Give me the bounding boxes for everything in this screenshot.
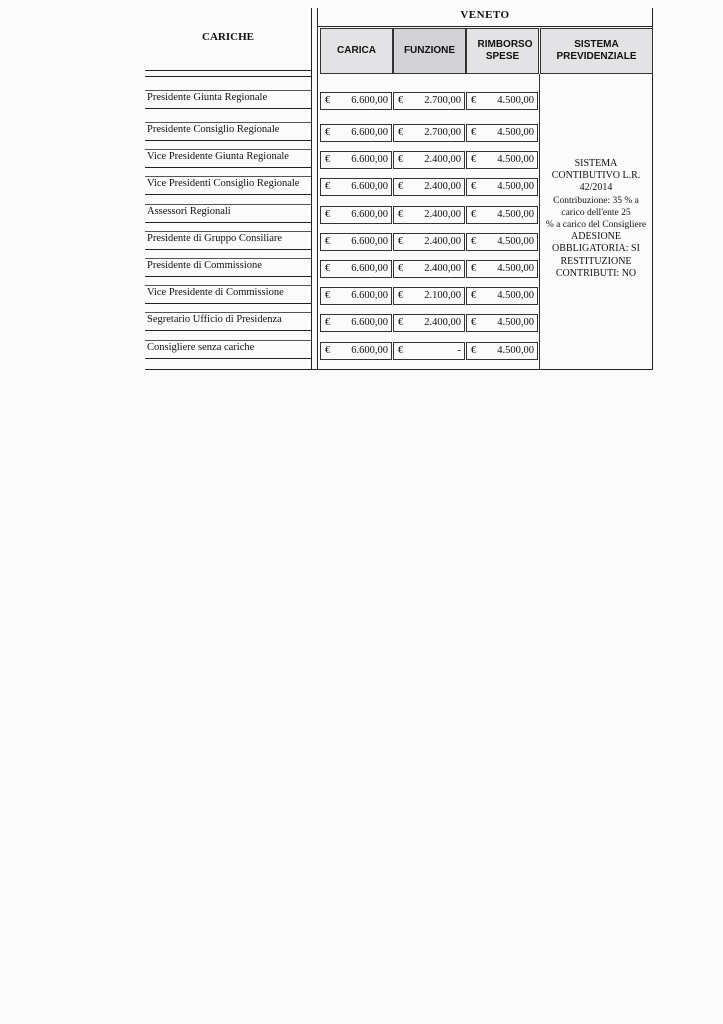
euro-sign: € — [398, 95, 404, 106]
row-label: Vice Presidente di Commissione — [147, 287, 284, 298]
amount: 2.100,00 — [424, 290, 461, 301]
row-label: Vice Presidenti Consiglio Regionale — [147, 178, 300, 189]
row-label: Presidente Consiglio Regionale — [147, 124, 280, 135]
row-label-overline — [145, 312, 311, 313]
row-label: Consigliere senza cariche — [147, 342, 255, 353]
amount: 4.500,00 — [497, 95, 534, 106]
sistema-line: OBBLIGATORIA: SI — [552, 243, 640, 255]
col-header-rimborso-label: RIMBORSO SPESE — [477, 39, 533, 62]
amount: 2.700,00 — [424, 95, 461, 106]
col-header-funzione — [393, 28, 466, 74]
row-label: Assessori Regionali — [147, 206, 231, 217]
value-cell-funzione — [393, 314, 465, 332]
amount: 6.600,00 — [351, 95, 388, 106]
euro-sign: € — [398, 345, 404, 356]
value-cell-carica — [320, 151, 392, 169]
sistema-line: % a carico del Consigliere — [545, 220, 647, 231]
value-cell-funzione — [393, 206, 465, 224]
value-cell-rimborso — [466, 314, 538, 332]
amount: 4.500,00 — [497, 154, 534, 165]
euro-sign: € — [471, 181, 477, 192]
value-cell-carica — [320, 314, 392, 332]
euro-sign: € — [325, 263, 331, 274]
euro-sign: € — [398, 127, 404, 138]
row-label-overline — [145, 122, 311, 123]
sistema-line: CONTIBUTIVO L.R. — [551, 170, 641, 182]
amount: 4.500,00 — [497, 263, 534, 274]
euro-sign: € — [325, 345, 331, 356]
euro-sign: € — [471, 345, 477, 356]
euro-sign: € — [471, 317, 477, 328]
value-cell-funzione — [393, 124, 465, 142]
amount: 6.600,00 — [351, 263, 388, 274]
amount: 4.500,00 — [497, 317, 534, 328]
value-cell-rimborso — [466, 260, 538, 278]
sistema-line: Contribuzione: 35 % a — [553, 195, 639, 206]
amount: 2.400,00 — [424, 181, 461, 192]
amount: 4.500,00 — [497, 209, 534, 220]
row-label-underline — [145, 194, 311, 195]
amount: 6.600,00 — [351, 290, 388, 301]
row-label-underline — [145, 249, 311, 250]
euro-sign: € — [471, 263, 477, 274]
row-label-overline — [145, 285, 311, 286]
row-label: Presidente Giunta Regionale — [147, 92, 268, 103]
row-label: Presidente di Gruppo Consiliare — [147, 233, 283, 244]
value-cell-rimborso — [466, 233, 538, 251]
value-cell-rimborso — [466, 124, 538, 142]
value-cell-carica — [320, 233, 392, 251]
euro-sign: € — [325, 290, 331, 301]
euro-sign: € — [398, 263, 404, 274]
value-cell-rimborso — [466, 287, 538, 305]
row-label-underline — [145, 303, 311, 304]
row-label-overline — [145, 340, 311, 341]
value-cell-carica — [320, 342, 392, 360]
row-label-underline — [145, 167, 311, 168]
euro-sign: € — [398, 290, 404, 301]
value-cell-funzione — [393, 342, 465, 360]
col-header-funzione-label: FUNZIONE — [403, 45, 456, 56]
row-label-underline — [145, 330, 311, 331]
row-label: Vice Presidente Giunta Regionale — [147, 151, 289, 162]
value-cell-rimborso — [466, 178, 538, 196]
euro-sign: € — [398, 209, 404, 220]
cariche-header-line-b — [145, 76, 311, 77]
value-cell-funzione — [393, 233, 465, 251]
value-cell-carica — [320, 206, 392, 224]
value-cell-carica — [320, 287, 392, 305]
sistema-line: CONTRIBUTI: NO — [555, 267, 637, 279]
amount: - — [457, 345, 461, 356]
euro-sign: € — [471, 95, 477, 106]
left-separator-line-a — [311, 8, 312, 370]
euro-sign: € — [325, 181, 331, 192]
amount: 2.700,00 — [424, 127, 461, 138]
col-header-sistema — [540, 28, 653, 74]
value-cell-carica — [320, 260, 392, 278]
amount: 2.400,00 — [424, 317, 461, 328]
euro-sign: € — [325, 95, 331, 106]
sistema-line: ADESIONE — [571, 231, 621, 243]
value-cell-funzione — [393, 287, 465, 305]
euro-sign: € — [471, 127, 477, 138]
amount: 2.400,00 — [424, 263, 461, 274]
sistema-line: 42/2014 — [579, 182, 613, 194]
sistema-line: RESTITUZIONE — [560, 255, 632, 267]
row-label-underline — [145, 140, 311, 141]
amount: 4.500,00 — [497, 345, 534, 356]
value-cell-carica — [320, 92, 392, 110]
row-label-underline — [145, 358, 311, 359]
table-bottom-line — [145, 369, 652, 370]
euro-sign: € — [471, 236, 477, 247]
amount: 4.500,00 — [497, 290, 534, 301]
euro-sign: € — [471, 154, 477, 165]
col-header-carica-label: CARICA — [337, 45, 376, 56]
row-label-underline — [145, 222, 311, 223]
row-label-overline — [145, 231, 311, 232]
cariche-header-line-a — [145, 70, 311, 71]
amount: 4.500,00 — [497, 127, 534, 138]
euro-sign: € — [325, 154, 331, 165]
col-header-carica — [320, 28, 393, 74]
amount: 2.400,00 — [424, 154, 461, 165]
value-cell-carica — [320, 124, 392, 142]
amount: 2.400,00 — [424, 236, 461, 247]
value-cell-carica — [320, 178, 392, 196]
amount: 6.600,00 — [351, 345, 388, 356]
row-label-overline — [145, 90, 311, 91]
row-label: Segretario Ufficio di Presidenza — [147, 314, 282, 325]
value-cell-rimborso — [466, 206, 538, 224]
amount: 6.600,00 — [351, 127, 388, 138]
euro-sign: € — [325, 127, 331, 138]
col-header-rimborso — [466, 28, 539, 74]
amount: 6.600,00 — [351, 209, 388, 220]
value-cell-funzione — [393, 260, 465, 278]
row-label-underline — [145, 276, 311, 277]
amount: 4.500,00 — [497, 181, 534, 192]
amount: 6.600,00 — [351, 181, 388, 192]
row-label: Presidente di Commissione — [147, 260, 262, 271]
amount: 6.600,00 — [351, 236, 388, 247]
sistema-previdenziale-text — [540, 158, 652, 280]
euro-sign: € — [398, 181, 404, 192]
amount: 6.600,00 — [351, 317, 388, 328]
sistema-line: SISTEMA — [574, 158, 618, 169]
row-label-overline — [145, 149, 311, 150]
euro-sign: € — [325, 236, 331, 247]
left-separator-line-b — [317, 8, 318, 370]
amount: 2.400,00 — [424, 209, 461, 220]
row-label-overline — [145, 204, 311, 205]
col-header-sistema-label: SISTEMA PREVIDENZIALE — [556, 39, 637, 62]
euro-sign: € — [398, 236, 404, 247]
value-cell-funzione — [393, 92, 465, 110]
euro-sign: € — [398, 317, 404, 328]
sistema-line: carico dell'ente 25 — [561, 207, 631, 218]
euro-sign: € — [471, 290, 477, 301]
euro-sign: € — [325, 317, 331, 328]
amount: 6.600,00 — [351, 154, 388, 165]
value-cell-funzione — [393, 151, 465, 169]
euro-sign: € — [398, 154, 404, 165]
euro-sign: € — [471, 209, 477, 220]
value-cell-rimborso — [466, 151, 538, 169]
cariche-header: CARICHE — [202, 31, 254, 43]
region-title: VENETO — [460, 9, 510, 21]
value-cell-funzione — [393, 178, 465, 196]
header-top-line — [318, 26, 652, 27]
euro-sign: € — [325, 209, 331, 220]
value-cell-rimborso — [466, 342, 538, 360]
row-label-overline — [145, 258, 311, 259]
row-label-overline — [145, 176, 311, 177]
value-cell-rimborso — [466, 92, 538, 110]
row-label-underline — [145, 108, 311, 109]
amount: 4.500,00 — [497, 236, 534, 247]
